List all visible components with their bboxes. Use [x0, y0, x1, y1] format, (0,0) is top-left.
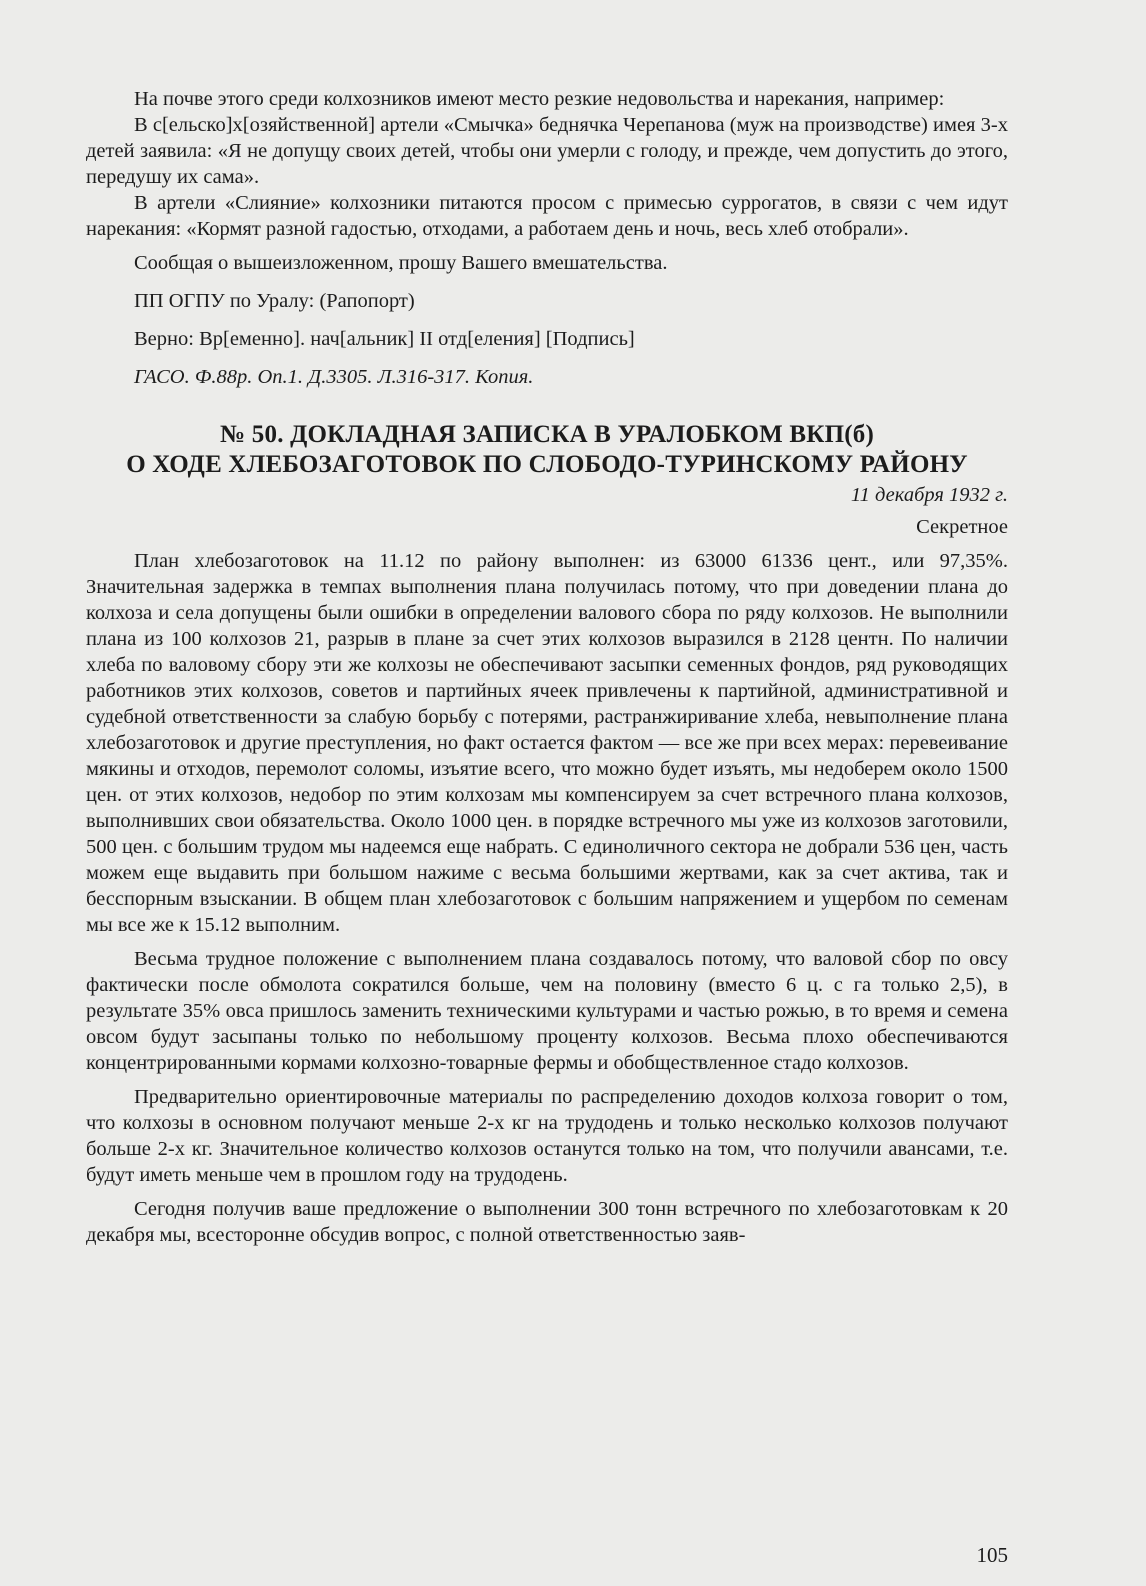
body-paragraph-3: Предварительно ориентировочные материалы по распределению доходов колхоза говорит о том, что колхозы в основном получают меньше 2-х кг на трудодень и только несколько колхозов получают больше 2-х кг. Значительное количество колхозов останутся только на том, что получили авансами, т.е. будут иметь меньше чем в прошлом году на трудодень. [86, 1086, 1008, 1186]
title-line-2: О ХОДЕ ХЛЕБОЗАГОТОВОК ПО СЛОБОДО-ТУРИНСКОМУ РАЙОНУ [126, 451, 968, 478]
page-number: 105 [976, 1543, 1008, 1567]
document-date: 11 декабря 1932 г. [850, 484, 1008, 506]
title-line-1: № 50. ДОКЛАДНАЯ ЗАПИСКА В УРАЛОБКОМ ВКП(б) [220, 421, 874, 448]
top-paragraph-2: В с[ельско]х[озяйственной] артели «Смычка» беднячка Черепанова (муж на производстве) имея 3-х детей заявила: «Я не допущу своих детей, чтобы они умерли с голоду, и прежде, чем допустить до этого, передушу их сама». [86, 114, 1008, 188]
document-title [86, 420, 1008, 480]
top-paragraph-4: Сообщая о вышеизложенном, прошу Вашего вмешательства. [134, 252, 668, 274]
body-paragraph-2: Весьма трудное положение с выполнением плана создавалось потому, что валовой сбор по овсу фактически после обмолота сократился больше, чем на половину (вместо 6 ц. с га только 2,5), в результате 35% овса пришлось заменить техническими культурами и частью рожью, в то время и семена овсом будут засыпаны только по небольшому проценту колхозов. Весьма плохо обеспечиваются концентрированными кормами колхозно-товарные фермы и обобществленное стадо колхозов. [86, 948, 1008, 1074]
body-paragraph-4: Сегодня получив ваше предложение о выполнении 300 тонн встречного по хлебозаготовкам к 20 декабря мы, всесторонне обсудив вопрос, с полной ответственностью заяв- [86, 1198, 1008, 1246]
top-paragraph-1: На почве этого среди колхозников имеют место резкие недовольства и нарекания, например: [134, 88, 945, 110]
verified-line: Верно: Вр[еменно]. нач[альник] II отд[еления] [Подпись] [134, 328, 635, 350]
signature-line: ПП ОГПУ по Уралу: (Рапопорт) [134, 290, 415, 312]
body-paragraph-1: План хлебозаготовок на 11.12 по району выполнен: из 63000 61336 цент., или 97,35%. Значительная задержка в темпах выполнения плана получилась потому, что при доведении плана до колхоза и села допущены были ошибки в определении валового сбора по ряду колхозов. Не выполнили плана из 100 колхозов 21, разрыв в плане за счет этих колхозов выразился в 2128 центн. По наличии хлеба по валовому сбору эти же колхозы не обеспечивают засыпки семенных фондов, ряд руководящих работников этих колхозов, советов и партийных ячеек привлечены к партийной, административной и судебной ответственности за слабую борьбу с потерями, растранжиривание хлеба, невыполнение плана хлебозаготовок и другие преступления, но факт остается фактом — все же при всех мерах: перевеивание мякины и отходов, перемолот соломы, изъятие всего, что можно будет изъять, мы недоберем около 1500 цен. от этих колхозов, недобор по этим колхозам мы компенсируем за счет встречного плана колхозов, выполнивших свои обязательства. Около 1000 цен. в порядке встречного мы уже из колхозов заготовили, 500 цен. с большим трудом мы надеемся еще набрать. С единоличного сектора не добрали 536 цен, часть можем еще выдавить при большом нажиме с весьма большими жертвами, как за счет актива, так и бесспорным взыскании. В общем план хлебозаготовок с большим напряжением и ущербом по семенам мы все же к 15.12 выполним. [86, 550, 1008, 936]
archive-source: ГАСО. Ф.88р. Оп.1. Д.3305. Л.316-317. Копия. [134, 366, 534, 388]
top-paragraph-3: В артели «Слияние» колхозники питаются просом с примесью суррогатов, в связи с чем идут нарекания: «Кормят разной гадостью, отходами, а работаем день и ночь, весь хлеб отобрали». [86, 192, 1008, 240]
classification-label: Секретное [916, 516, 1008, 538]
